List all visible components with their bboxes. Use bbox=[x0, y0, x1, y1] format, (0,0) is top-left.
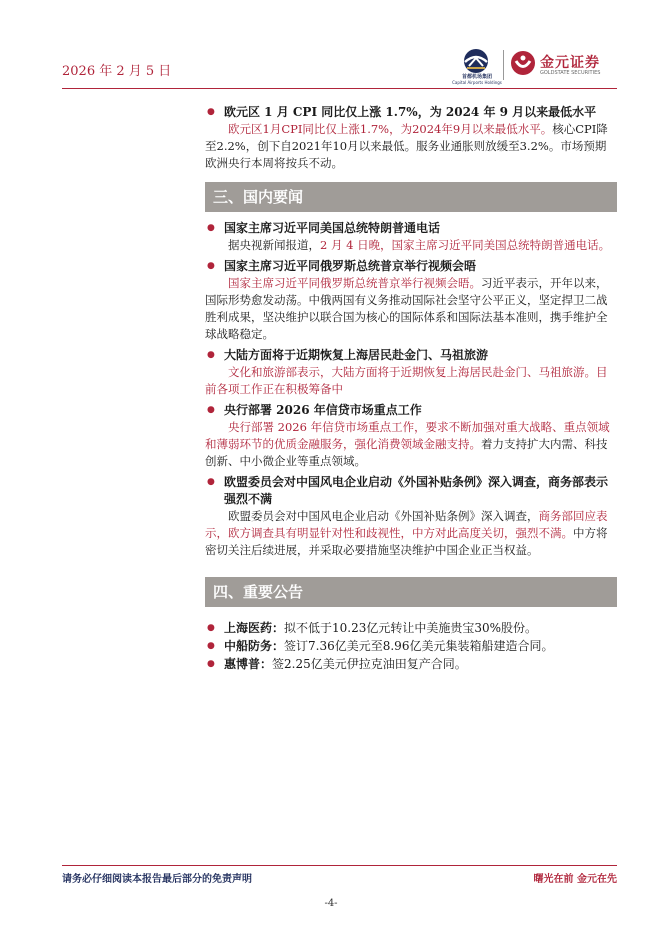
news-body-highlight: 欧元区1月CPI同比仅上涨1.7%，为2024年9月以来最低水平。 bbox=[228, 122, 553, 136]
news-body-euro-cpi bbox=[205, 121, 617, 172]
announcement-item bbox=[205, 619, 617, 637]
section-domestic-news: 三、国内要闻 bbox=[205, 182, 617, 212]
page-number: -4- bbox=[324, 898, 338, 909]
news-body bbox=[205, 275, 617, 343]
announcement-company: 惠博普： bbox=[224, 657, 273, 671]
news-title: ● 央行部署 2026 年信贷市场重点工作 bbox=[205, 402, 617, 419]
section-announcements: 四、重要公告 bbox=[205, 577, 617, 607]
news-title: ● 国家主席习近平同美国总统特朗普通电话 bbox=[205, 220, 617, 237]
news-body-highlight: 央行部署 2026 年信贷市场重点工作，要求不断加强对重大战略、重点领域和薄弱环节的优质金融服务，强化消费领域金融支持。 bbox=[205, 420, 610, 451]
news-title: ● 欧盟委员会对中国风电企业启动《外国补贴条例》深入调查，商务部表示强烈不满 bbox=[205, 474, 617, 508]
news-body-text: 习近平表示，开年以来，国际形势愈发动荡。中俄两国有义务推动国际社会坚守公平正义，坚定捍卫二战胜利成果，坚决维护以联合国为核心的国际体系和国际法基本准则，携手维护全球战略稳定。 bbox=[205, 276, 608, 341]
news-body-highlight: 商务部回应表示，欧方调查具有明显针对性和歧视性，中方对此高度关切，强烈不满。 bbox=[205, 509, 608, 540]
logo2-name: 金元证券 bbox=[540, 55, 600, 71]
goldstate-logo bbox=[510, 50, 601, 80]
news-body bbox=[205, 364, 617, 398]
capital-airports-logo bbox=[452, 48, 502, 85]
disclaimer-note: 请务必仔细阅读本报告最后部分的免责声明 bbox=[62, 874, 252, 885]
footer-slogan: 曙光在前 金元在先 bbox=[533, 874, 617, 885]
news-body-text: 中方将密切关注后续进展，并采取必要措施坚决维护中国企业正当权益。 bbox=[205, 526, 608, 557]
announcement-company: 中船防务： bbox=[224, 639, 285, 653]
logo1-subtext: Capital Airports Holdings bbox=[452, 80, 502, 85]
news-body-text: 着力支持扩大内需、科技创新、中小微企业等重点领域。 bbox=[205, 437, 608, 468]
news-body bbox=[205, 237, 617, 254]
news-body-lead: 欧盟委员会对中国风电企业启动《外国补贴条例》深入调查， bbox=[228, 509, 539, 523]
news-title: ● 大陆方面将于近期恢复上海居民赴金门、马祖旅游 bbox=[205, 347, 617, 364]
announcement-item bbox=[205, 655, 617, 673]
main-content bbox=[205, 100, 617, 673]
news-body-lead: 据央视新闻报道， bbox=[228, 238, 320, 252]
announcement-item bbox=[205, 637, 617, 655]
news-body-highlight: 2 月 4 日晚，国家主席习近平同美国总统特朗普通电话。 bbox=[320, 238, 611, 252]
logo2-subtext: GOLDSTATE SECURITIES bbox=[540, 70, 601, 76]
logo-divider bbox=[503, 50, 504, 80]
airport-emblem-icon bbox=[455, 48, 497, 76]
announcement-company: 上海医药： bbox=[224, 621, 285, 635]
report-date: 2026 年 2 月 5 日 bbox=[62, 64, 172, 79]
goldstate-emblem-icon bbox=[510, 50, 536, 76]
news-body-highlight: 文化和旅游部表示，大陆方面将于近期恢复上海居民赴金门、马祖旅游。目前各项工作正在积极筹备中 bbox=[205, 365, 608, 396]
news-body-highlight: 国家主席习近平同俄罗斯总统普京举行视频会晤。 bbox=[228, 276, 481, 290]
footer-rule bbox=[62, 865, 617, 866]
announcement-text: 签订7.36亿美元至8.96亿美元集装箱船建造合同。 bbox=[284, 639, 554, 653]
news-body bbox=[205, 419, 617, 470]
news-body bbox=[205, 508, 617, 559]
logo1-text: 首都机场集团 bbox=[461, 74, 492, 80]
news-title: ● 国家主席习近平同俄罗斯总统普京举行视频会晤 bbox=[205, 258, 617, 275]
header-rule bbox=[62, 88, 617, 89]
news-title-euro-cpi: ● 欧元区 1 月 CPI 同比仅上涨 1.7%，为 2024 年 9 月以来最低水平 bbox=[205, 104, 617, 121]
announcement-text: 拟不低于10.23亿元转让中美施贵宝30%股份。 bbox=[284, 621, 538, 635]
news-body-text: 核心CPI降至2.2%，创下自2021年10月以来最低。服务业通胀则放缓至3.2%。市场预期欧洲央行本周将按兵不动。 bbox=[205, 122, 608, 170]
announcement-text: 签2.25亿美元伊拉克油田复产合同。 bbox=[272, 657, 467, 671]
